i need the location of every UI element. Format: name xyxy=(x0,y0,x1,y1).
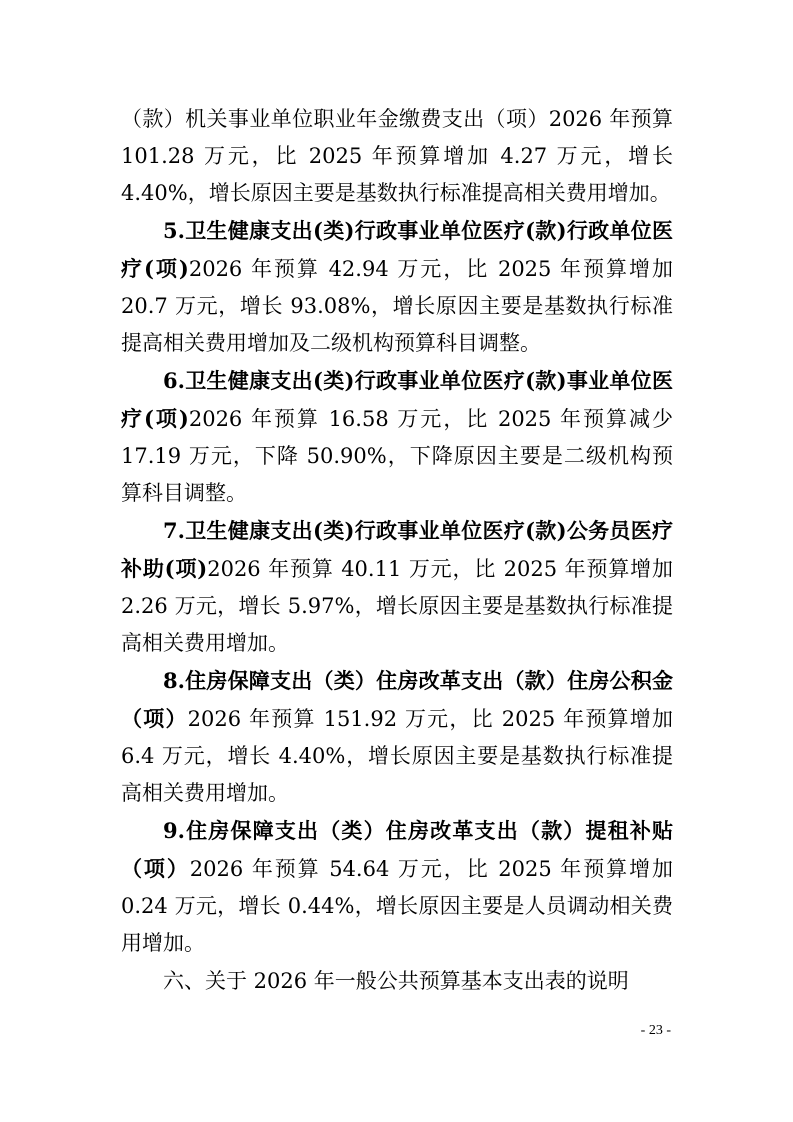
paragraph-heading: 8.住房保障支出（类）住房改革支出（款）住房公积金（项） xyxy=(121,668,673,731)
body-text xyxy=(121,100,673,1000)
section-title: 六、关于 2026 年一般公共预算基本支出表的说明 xyxy=(163,969,629,993)
paragraph-heading: 6.卫生健康支出(类)行政事业单位医疗(款)事业单位医疗(项) xyxy=(121,368,673,431)
paragraph-body: 2026 年预算 40.11 万元，比 2025 年预算增加 2.26 万元，增长 5.97%，增长原因主要是基数执行标准提高相关费用增加。 xyxy=(121,557,673,655)
paragraph-body: 2026 年预算 42.94 万元，比 2025 年预算增加 20.7 万元，增长 93.08%，增长原因主要是基数执行标准提高相关费用增加及二级机构预算科目调整。 xyxy=(121,257,674,355)
section-heading xyxy=(121,962,673,1000)
paragraph xyxy=(121,362,673,512)
paragraph xyxy=(121,662,673,812)
page-number: - 23 - xyxy=(640,1023,671,1038)
paragraph xyxy=(121,212,673,362)
paragraph xyxy=(121,512,673,662)
paragraph-body: 2026 年预算 151.92 万元，比 2025 年预算增加 6.4 万元，增长 4.40%，增长原因主要是基数执行标准提高相关费用增加。 xyxy=(121,707,673,805)
paragraph-heading: 7.卫生健康支出(类)行政事业单位医疗(款)公务员医疗补助(项) xyxy=(121,518,673,581)
paragraph-heading: 5.卫生健康支出(类)行政事业单位医疗(款)行政单位医疗(项) xyxy=(121,218,673,281)
paragraph-body: 2026 年预算 54.64 万元，比 2025 年预算增加 0.24 万元，增长 0.44%，增长原因主要是人员调动相关费用增加。 xyxy=(121,857,673,955)
paragraph-heading: 9.住房保障支出（类）住房改革支出（款）提租补贴（项） xyxy=(121,818,673,881)
paragraph-body: 2026 年预算 16.58 万元，比 2025 年预算减少 17.19 万元，下降 50.90%，下降原因主要是二级机构预算科目调整。 xyxy=(121,407,674,505)
paragraph xyxy=(121,812,673,962)
paragraph-body: （款）机关事业单位职业年金缴费支出（项）2026 年预算 101.28 万元，比 2025 年预算增加 4.27 万元，增长 4.40%，增长原因主要是基数执行标准提高相关费用增加。 xyxy=(121,107,673,205)
paragraph xyxy=(121,100,673,212)
